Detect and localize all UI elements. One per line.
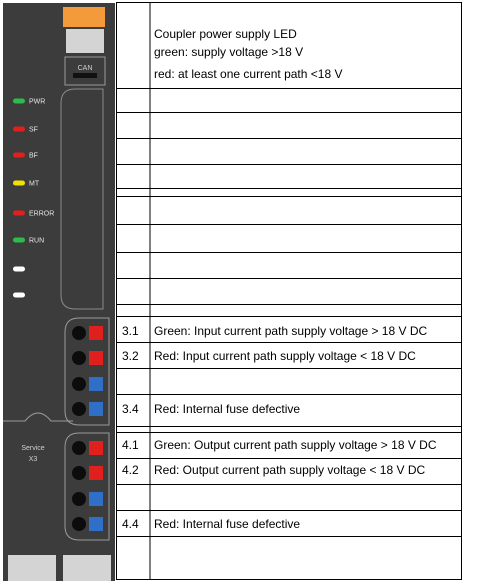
- led-label: MT: [29, 180, 40, 188]
- header-title: Coupler power supply LED: [154, 27, 297, 41]
- row-number: 3.1: [122, 324, 139, 338]
- bus-coupler-device: [3, 3, 115, 581]
- row-description: Red: Input current path supply voltage < 18 V DC: [154, 349, 416, 363]
- led-indicator: [13, 181, 25, 186]
- terminal-clamp: [72, 351, 86, 365]
- top-connector-orange: [63, 7, 105, 27]
- terminal-contact: [89, 351, 103, 365]
- terminal-contact: [89, 441, 103, 455]
- led-label: ERROR: [29, 210, 55, 218]
- row-description: Red: Output current path supply voltage < 18 V DC: [154, 463, 426, 477]
- row-description: Red: Internal fuse defective: [154, 402, 301, 416]
- terminal-clamp: [72, 326, 86, 340]
- led-indicator: [13, 153, 25, 158]
- led-label: RUN: [29, 237, 45, 245]
- terminal-clamp: [72, 517, 86, 531]
- header-red-description: red: at least one current path <18 V: [154, 67, 343, 81]
- row-description: Green: Output current path supply voltage > 18 V DC: [154, 438, 437, 452]
- row-description: Green: Input current path supply voltage > 18 V DC: [154, 324, 428, 338]
- service-label: Service: [21, 445, 45, 452]
- row-number: 3.4: [122, 402, 139, 416]
- terminal-clamp: [72, 441, 86, 455]
- led-description-table: [116, 2, 462, 580]
- can-port-slot: [73, 73, 97, 78]
- terminal-clamp: [72, 492, 86, 506]
- top-connector-grey: [66, 29, 104, 53]
- led-indicator: [13, 238, 25, 243]
- terminal-clamp: [72, 377, 86, 391]
- terminal-contact: [89, 326, 103, 340]
- terminal-contact: [89, 492, 103, 506]
- bottom-connector-right: [63, 555, 111, 581]
- table-grid: [116, 2, 462, 580]
- terminal-clamp: [72, 466, 86, 480]
- can-label: CAN: [77, 65, 93, 72]
- led-label: PWR: [29, 98, 46, 106]
- bottom-connector-left: [8, 555, 56, 581]
- row-description: Red: Internal fuse defective: [154, 517, 301, 531]
- led-indicator: [13, 267, 25, 272]
- terminal-contact: [89, 377, 103, 391]
- terminal-clamp: [72, 402, 86, 416]
- row-number: 3.2: [122, 349, 139, 363]
- led-indicator: [13, 293, 25, 298]
- led-label: SF: [29, 126, 38, 134]
- row-number: 4.2: [122, 463, 139, 477]
- header-green-description: green: supply voltage >18 V: [154, 45, 304, 59]
- terminal-contact: [89, 466, 103, 480]
- service-port-label: X3: [28, 456, 38, 463]
- table-border: [117, 3, 462, 580]
- terminal-contact: [89, 402, 103, 416]
- row-number: 4.1: [122, 438, 139, 452]
- led-label: BF: [29, 152, 38, 160]
- row-number: 4.4: [122, 517, 139, 531]
- led-indicator: [13, 211, 25, 216]
- led-indicator: [13, 99, 25, 104]
- terminal-contact: [89, 517, 103, 531]
- led-indicator: [13, 127, 25, 132]
